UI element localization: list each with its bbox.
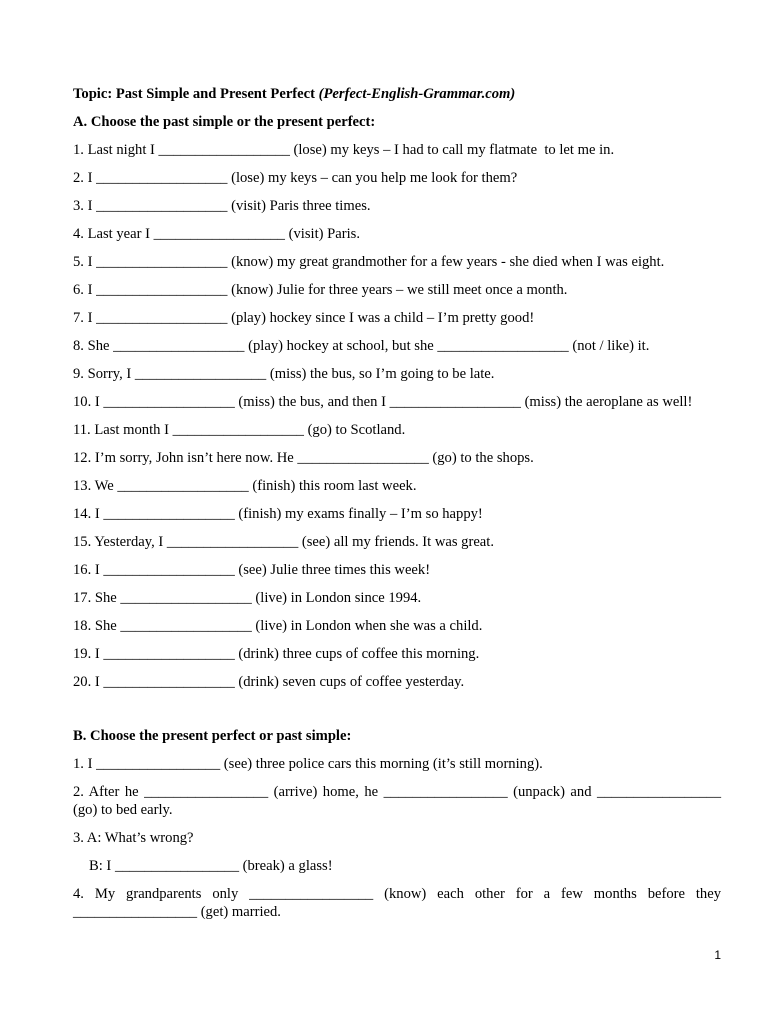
section-a-heading: A. Choose the past simple or the present perfect:: [73, 114, 376, 130]
section-b-heading: B. Choose the present perfect or past simple:: [73, 728, 352, 744]
exercise-a-9: 9. Sorry, I __________________ (miss) the bus, so I’m going to be late.: [73, 366, 495, 382]
exercise-b-3-question: 3. A: What’s wrong?: [73, 830, 194, 846]
exercise-a-1: 1. Last night I __________________ (lose) my keys – I had to call my flatmate to let me in.: [73, 142, 615, 158]
exercise-a-13: 13. We __________________ (finish) this room last week.: [73, 478, 417, 494]
exercise-a-19: 19. I __________________ (drink) three cups of coffee this morning.: [73, 646, 480, 662]
exercise-a-7: 7. I __________________ (play) hockey since I was a child – I’m pretty good!: [73, 310, 535, 326]
exercise-a-14: 14. I __________________ (finish) my exams finally – I’m so happy!: [73, 506, 483, 522]
exercise-a-16: 16. I __________________ (see) Julie three times this week!: [73, 562, 431, 578]
exercise-a-2: 2. I __________________ (lose) my keys – can you help me look for them?: [73, 170, 518, 186]
exercise-b-2: 2. After he _________________ (arrive) home, he _________________ (unpack) and _________________ (go) to bed early.: [73, 784, 725, 818]
exercise-a-10: 10. I __________________ (miss) the bus, and then I __________________ (miss) the aeroplane as well!: [73, 394, 693, 410]
topic-source: (Perfect-English-Grammar.com): [318, 86, 516, 102]
exercise-a-12: 12. I’m sorry, John isn’t here now. He __________________ (go) to the shops.: [73, 450, 534, 466]
exercise-a-4: 4. Last year I __________________ (visit) Paris.: [73, 226, 360, 242]
exercise-a-18: 18. She __________________ (live) in London when she was a child.: [73, 618, 483, 634]
exercise-a-15: 15. Yesterday, I __________________ (see) all my friends. It was great.: [73, 534, 494, 550]
exercise-b-1: 1. I _________________ (see) three police cars this morning (it’s still morning).: [73, 756, 543, 772]
exercise-a-8: 8. She __________________ (play) hockey at school, but she __________________ (not / like) it.: [73, 338, 650, 354]
exercise-a-3: 3. I __________________ (visit) Paris three times.: [73, 198, 371, 214]
exercise-b-4: 4. My grandparents only _________________ (know) each other for a few months before they _________________ (get) married.: [73, 886, 725, 920]
worksheet-page: [73, 85, 725, 931]
topic-line: [73, 85, 721, 103]
exercise-a-6: 6. I __________________ (know) Julie for three years – we still meet once a month.: [73, 282, 568, 298]
exercise-b-3-answer: B: I _________________ (break) a glass!: [89, 858, 333, 874]
exercise-a-17: 17. She __________________ (live) in London since 1994.: [73, 590, 422, 606]
exercise-a-11: 11. Last month I __________________ (go) to Scotland.: [73, 422, 406, 438]
exercise-a-5: 5. I __________________ (know) my great grandmother for a few years - she died when I was eight.: [73, 254, 665, 270]
topic-label: Topic: Past Simple and Present Perfect: [73, 86, 319, 102]
page-number: 1: [714, 948, 721, 962]
exercise-a-20: 20. I __________________ (drink) seven cups of coffee yesterday.: [73, 674, 465, 690]
